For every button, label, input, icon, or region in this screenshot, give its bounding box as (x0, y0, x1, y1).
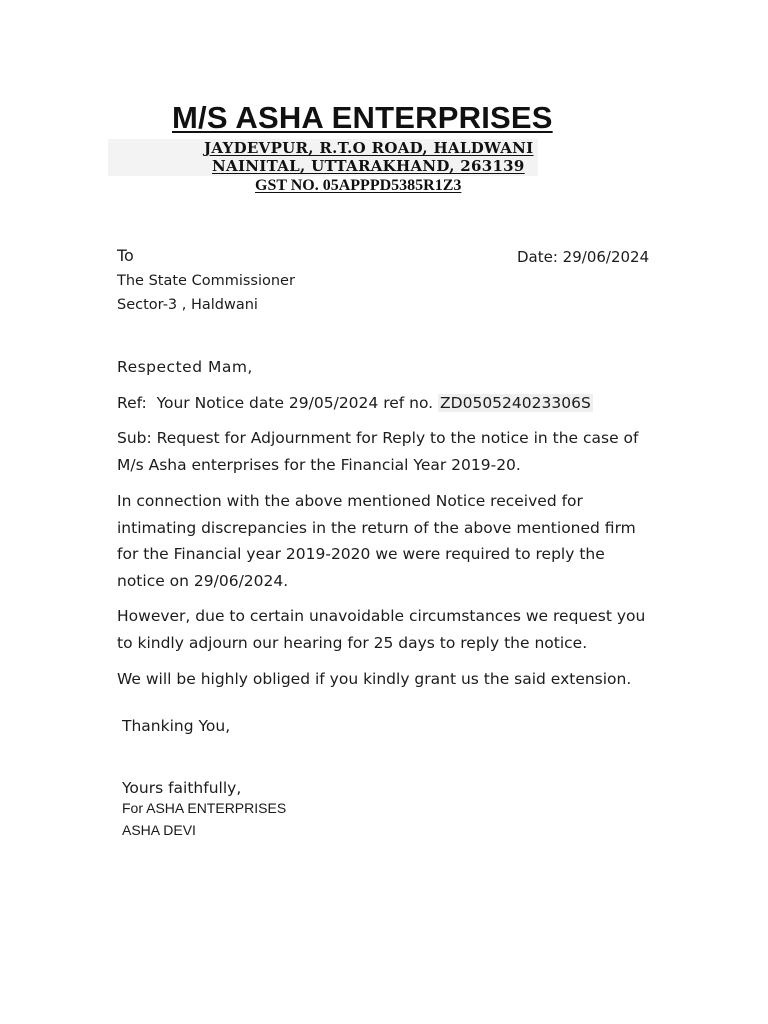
body-paragraph-1: In connection with the above mentioned Notice received for intimating discrepancies in the return of the above mentioned firm for the Financial year 2019-2020 we were required to reply the notice on 29/06/2024. (117, 492, 636, 590)
reference-line (117, 390, 593, 417)
signatory-name: ASHA DEVI (122, 822, 196, 838)
reference-prefix: Ref: Your Notice date 29/05/2024 ref no. (117, 394, 439, 412)
body-paragraph-3: We will be highly obliged if you kindly grant us the said extension. (117, 670, 632, 688)
salutation: Respected Mam, (117, 358, 253, 376)
to-label: To (117, 246, 134, 265)
address-line-2: NAINITAL, UTTARAKHAND, 263139 (212, 157, 525, 175)
letter-date: Date: 29/06/2024 (517, 248, 650, 266)
recipient-line-2: Sector-3 , Haldwani (117, 297, 258, 313)
for-company: For ASHA ENTERPRISES (122, 800, 287, 816)
address-line-1: JAYDEVPUR, R.T.O ROAD, HALDWANI (204, 139, 534, 157)
yours-faithfully: Yours faithfully, (122, 779, 242, 797)
body-paragraph-2: However, due to certain unavoidable circumstances we request you to kindly adjourn our hearing for 25 days to reply the notice. (117, 607, 646, 652)
company-name: M/S ASHA ENTERPRISES (172, 100, 553, 135)
subject-paragraph: Sub: Request for Adjournment for Reply to the notice in the case of M/s Asha enterprises for the Financial Year 2019-20. (117, 429, 639, 474)
recipient-line-1: The State Commissioner (117, 273, 295, 289)
gst-number: GST NO. 05APPPD5385R1Z3 (255, 177, 462, 194)
thanking-line: Thanking You, (122, 717, 231, 735)
reference-number: ZD050524023306S (440, 394, 591, 412)
